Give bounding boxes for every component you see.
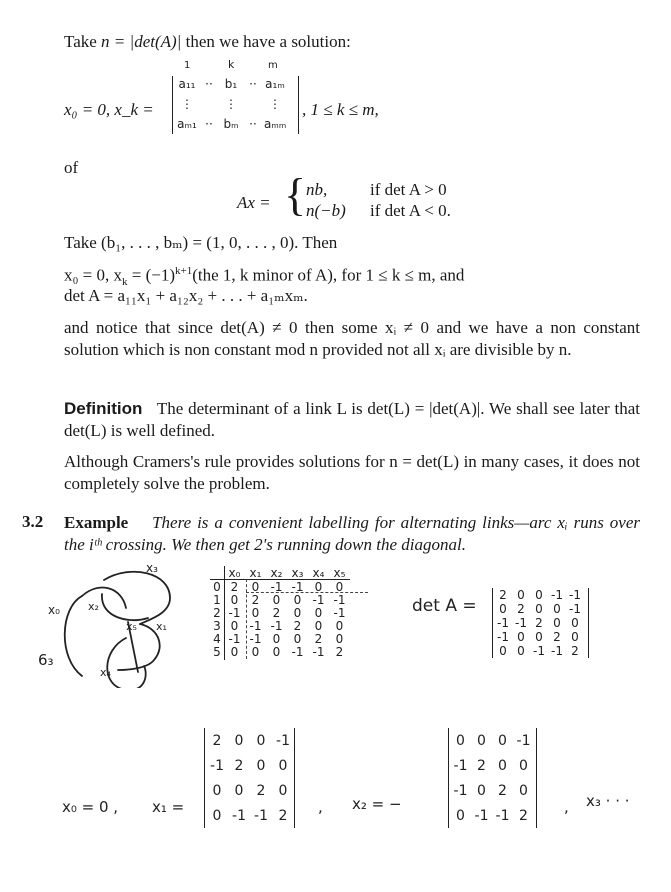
definition-paragraph xyxy=(64,398,640,442)
coloring-table xyxy=(210,566,350,658)
table-cell: 2 xyxy=(314,631,323,646)
table-row-label: 4 xyxy=(213,631,221,646)
xk-sub: k xyxy=(122,276,128,289)
table-cell: -1 xyxy=(249,631,262,646)
matrix-cell: bₘ xyxy=(223,117,239,131)
matrix-cell: -1 xyxy=(551,588,563,602)
matrix-cell: 2 xyxy=(477,757,486,774)
table-row-label: 1 xyxy=(213,592,221,607)
knot-name: 6₃ xyxy=(38,651,54,669)
detA-right-bar xyxy=(588,588,589,658)
matrix-cell: 0 xyxy=(278,757,288,774)
matrix-row xyxy=(450,753,534,778)
of-label: of xyxy=(64,158,79,177)
case-expr-2: n(−b) xyxy=(306,201,346,220)
matrix-cell: ⋮ xyxy=(269,97,281,111)
table-cell: 0 xyxy=(230,618,239,633)
case-cond-1: if det A > 0 xyxy=(370,180,447,199)
matrix-row xyxy=(176,94,286,114)
table-dashed-horizontal xyxy=(246,592,368,593)
table-row xyxy=(210,632,350,645)
table-header-row xyxy=(210,566,350,580)
matrix-cell: 0 xyxy=(535,602,543,616)
cases-brace: { xyxy=(284,169,307,220)
matrix-cell: 0 xyxy=(212,782,222,799)
matrix-cell: -1 xyxy=(497,616,509,630)
definition-heading: Definition xyxy=(64,399,143,418)
matrix-cell: 0 xyxy=(234,732,244,749)
table-cell: 0 xyxy=(293,631,302,646)
matrix-cell: ⋮ xyxy=(181,97,193,111)
table-row xyxy=(210,606,350,619)
arc-label-x5: x₅ xyxy=(126,620,137,633)
definition-text: The determinant of a link L is det(L) = |det(A)|. We shall see later that det(L) is well defined. xyxy=(64,399,641,440)
x1-label: x₁ = xyxy=(152,798,185,816)
table-cell: 2 xyxy=(251,592,260,607)
table-row-label: 5 xyxy=(213,644,221,659)
table-cell: 0 xyxy=(335,618,344,633)
matrix-cell: 2 xyxy=(256,782,266,799)
table-col-header: x₃ xyxy=(291,565,304,580)
table-cell: -1 xyxy=(291,579,304,594)
matrix-cell: 0 xyxy=(477,782,486,799)
table-col-header: x₁ xyxy=(249,565,262,580)
matrix-cell: 0 xyxy=(212,807,222,824)
detA-matrix xyxy=(494,588,584,658)
table-row xyxy=(210,645,350,658)
x3-label: x₃ · · · xyxy=(586,792,630,810)
matrix-row xyxy=(176,114,286,134)
matrix-cell: -1 xyxy=(551,644,563,658)
solution-matrix xyxy=(176,74,286,134)
matrix-cell: ·· xyxy=(249,77,257,91)
x0-value: x₀ = 0 , xyxy=(62,798,119,816)
matrix-cell: 2 xyxy=(234,757,244,774)
matrix-row xyxy=(206,778,294,803)
table-cell: -1 xyxy=(270,618,283,633)
solution-rhs: , 1 ≤ k ≤ m, xyxy=(302,100,379,119)
intro-text-post: then we have a solution: xyxy=(181,32,351,51)
knot-arc xyxy=(65,596,82,676)
matrix-row xyxy=(206,753,294,778)
matrix-cell: 0 xyxy=(519,757,528,774)
table-col-header: x₂ xyxy=(270,565,283,580)
matrix-cell: -1 xyxy=(453,782,468,799)
x2-label: x₂ = − xyxy=(352,795,402,813)
xk-sup: k+1 xyxy=(175,265,193,277)
matrix-cell: -1 xyxy=(210,757,224,774)
x1-matrix xyxy=(206,728,294,828)
table-row-label: 0 xyxy=(213,579,221,594)
table-cell: 2 xyxy=(272,605,281,620)
matrix-cell: 2 xyxy=(212,732,222,749)
table-cell: 0 xyxy=(293,605,302,620)
matrix-cell: 0 xyxy=(517,588,525,602)
arc-label-x4: x₄ xyxy=(100,666,111,679)
matrix-cell: -1 xyxy=(474,807,489,824)
table-cell: -1 xyxy=(228,631,241,646)
matrix-cell: -1 xyxy=(254,807,268,824)
table-row-divider xyxy=(224,566,225,660)
matrix-cell: 2 xyxy=(517,602,525,616)
matrix-cell: a₁ₘ xyxy=(265,77,285,91)
case-cond-2: if det A < 0. xyxy=(370,201,451,220)
matrix-cell: a₁₁ xyxy=(178,77,196,91)
table-cell: 0 xyxy=(251,579,260,594)
cases-lhs: Ax = xyxy=(237,193,271,212)
table-cell: 0 xyxy=(272,592,281,607)
notice-paragraph: and notice that since det(A) ≠ 0 then some xᵢ ≠ 0 and we have a non constant solution which is non constant mod n provided not all xᵢ are divisible by n. xyxy=(64,318,640,359)
matrix-cell: ·· xyxy=(205,117,213,131)
matrix-cell: -1 xyxy=(569,602,581,616)
table-cell: -1 xyxy=(312,592,325,607)
arc-label-x3: x₃ xyxy=(146,561,158,575)
det-expansion-line: det A = a₁₁x₁ + a₁₂x₂ + . . . + a₁ₘxₘ. xyxy=(64,286,308,305)
matrix-cell: -1 xyxy=(516,732,531,749)
cramer-paragraph: Although Cramers's rule provides solutions for n = det(L) in many cases, it does not completely solve the problem. xyxy=(64,452,640,493)
table-cell: 2 xyxy=(230,579,239,594)
matrix-row xyxy=(450,778,534,803)
xk-text: x₀ = 0, x xyxy=(64,265,123,285)
matrix-cell: ·· xyxy=(249,117,257,131)
matrix-cell: 0 xyxy=(553,602,561,616)
table-cell: 0 xyxy=(293,592,302,607)
table-col-header: x₄ xyxy=(312,565,325,580)
example-text: There is a convenient labelling for alternating links—arc xᵢ runs over the iᵗʰ crossing. We then get 2's running down the diagonal. xyxy=(64,513,640,554)
intro-text: Take xyxy=(64,32,102,51)
matrix-cell: -1 xyxy=(453,757,468,774)
matrix-left-bracket xyxy=(172,76,173,134)
table-cell: -1 xyxy=(312,644,325,659)
matrix-cell: 2 xyxy=(553,630,561,644)
table-cell: 2 xyxy=(293,618,302,633)
matrix-cell: 0 xyxy=(499,602,507,616)
table-cell: 0 xyxy=(230,644,239,659)
table-cell: 0 xyxy=(251,644,260,659)
table-cell: -1 xyxy=(333,592,346,607)
matrix-cell: 0 xyxy=(535,588,543,602)
matrix-cell: 0 xyxy=(477,732,486,749)
table-cell: 2 xyxy=(335,644,344,659)
matrix-row xyxy=(176,74,286,94)
col-label-k: k xyxy=(228,58,235,71)
matrix-cell: -1 xyxy=(276,732,290,749)
matrix-cell: 0 xyxy=(553,616,561,630)
matrix-cell: b₁ xyxy=(224,77,238,91)
col-label-1: 1 xyxy=(184,60,191,71)
arc-label-x1: x₁ xyxy=(156,620,167,633)
example-heading: Example xyxy=(64,513,129,532)
knot-arc xyxy=(118,624,160,670)
x1-left-bar xyxy=(204,728,205,828)
col-label-m: m xyxy=(268,60,278,71)
matrix-cell: aₘₘ xyxy=(264,117,287,131)
xk-line xyxy=(64,265,464,288)
table-cell: 0 xyxy=(230,592,239,607)
matrix-cell: 0 xyxy=(256,757,266,774)
example-number: 3.2 xyxy=(22,512,44,531)
matrix-cell: 0 xyxy=(499,644,507,658)
matrix-cell: 2 xyxy=(498,782,507,799)
comma-2: , xyxy=(564,798,569,816)
matrix-cell: ·· xyxy=(205,77,213,91)
intro-math: n = |det(A)| xyxy=(101,32,182,51)
comma-1: , xyxy=(318,798,323,816)
matrix-cell: 0 xyxy=(571,630,579,644)
detA-left-bar xyxy=(492,588,493,658)
solution-lhs: x₀ = 0, x_k = xyxy=(64,100,154,119)
matrix-cell: 0 xyxy=(256,732,266,749)
table-row-label: 2 xyxy=(213,605,221,620)
table-cell: -1 xyxy=(291,644,304,659)
table-cell: 0 xyxy=(335,579,344,594)
matrix-row xyxy=(494,616,584,630)
take-b-line: Take (b₁, . . . , bₘ) = (1, 0, . . . , 0). Then xyxy=(64,233,338,252)
x2-right-bar xyxy=(536,728,537,828)
x2-matrix xyxy=(450,728,534,828)
example-paragraph xyxy=(64,512,640,556)
table-cell: 0 xyxy=(335,631,344,646)
table-cell: -1 xyxy=(270,579,283,594)
matrix-cell: 0 xyxy=(498,757,507,774)
matrix-right-bracket xyxy=(298,76,299,134)
arc-label-x2: x₂ xyxy=(88,600,99,613)
detA-label: det A = xyxy=(412,596,477,616)
table-cell: 0 xyxy=(251,605,260,620)
table-cell: 0 xyxy=(272,631,281,646)
x1-right-bar xyxy=(294,728,295,828)
matrix-cell: 0 xyxy=(498,732,507,749)
table-cell: -1 xyxy=(228,605,241,620)
case-expr-1: nb, xyxy=(306,180,328,199)
xk-text: (the 1, k minor of A), for 1 ≤ k ≤ m, and xyxy=(192,265,465,285)
x2-left-bar xyxy=(448,728,449,828)
matrix-cell: 2 xyxy=(519,807,528,824)
matrix-cell: 0 xyxy=(278,782,288,799)
matrix-row xyxy=(206,803,294,828)
matrix-cell: -1 xyxy=(533,644,545,658)
matrix-cell: 2 xyxy=(535,616,543,630)
table-row xyxy=(210,619,350,632)
matrix-cell: -1 xyxy=(495,807,510,824)
table-cell: -1 xyxy=(333,605,346,620)
matrix-cell: 0 xyxy=(519,782,528,799)
knot-arc xyxy=(107,638,145,688)
table-row-label: 3 xyxy=(213,618,221,633)
matrix-row xyxy=(206,728,294,753)
matrix-cell: ⋮ xyxy=(225,97,237,111)
matrix-row xyxy=(494,588,584,602)
matrix-cell: 0 xyxy=(456,732,465,749)
matrix-cell: 0 xyxy=(456,807,465,824)
matrix-cell: -1 xyxy=(497,630,509,644)
table-cell: 0 xyxy=(314,618,323,633)
matrix-cell: 2 xyxy=(571,644,579,658)
matrix-cell: 0 xyxy=(517,630,525,644)
matrix-row xyxy=(494,630,584,644)
matrix-cell: -1 xyxy=(232,807,246,824)
table-cell: -1 xyxy=(249,618,262,633)
matrix-cell: 2 xyxy=(278,807,288,824)
table-cell: 0 xyxy=(314,579,323,594)
table-cell: 0 xyxy=(314,605,323,620)
matrix-cell: 0 xyxy=(535,630,543,644)
table-cell: 0 xyxy=(272,644,281,659)
table-col-header: x₅ xyxy=(333,565,346,580)
table-row xyxy=(210,593,350,606)
matrix-row xyxy=(450,728,534,753)
matrix-row xyxy=(450,803,534,828)
matrix-cell: 0 xyxy=(517,644,525,658)
matrix-cell: 2 xyxy=(499,588,507,602)
arc-label-x0: x₀ xyxy=(48,603,60,617)
matrix-cell: aₘ₁ xyxy=(177,117,197,131)
table-col-header: x₀ xyxy=(228,565,241,580)
xk-text: = (−1) xyxy=(127,265,176,285)
table-dashed-vertical xyxy=(246,579,247,659)
matrix-cell: -1 xyxy=(569,588,581,602)
matrix-row xyxy=(494,644,584,658)
matrix-row xyxy=(494,602,584,616)
matrix-cell: -1 xyxy=(515,616,527,630)
matrix-cell: 0 xyxy=(571,616,579,630)
intro-line xyxy=(64,32,351,52)
matrix-cell: 0 xyxy=(234,782,244,799)
